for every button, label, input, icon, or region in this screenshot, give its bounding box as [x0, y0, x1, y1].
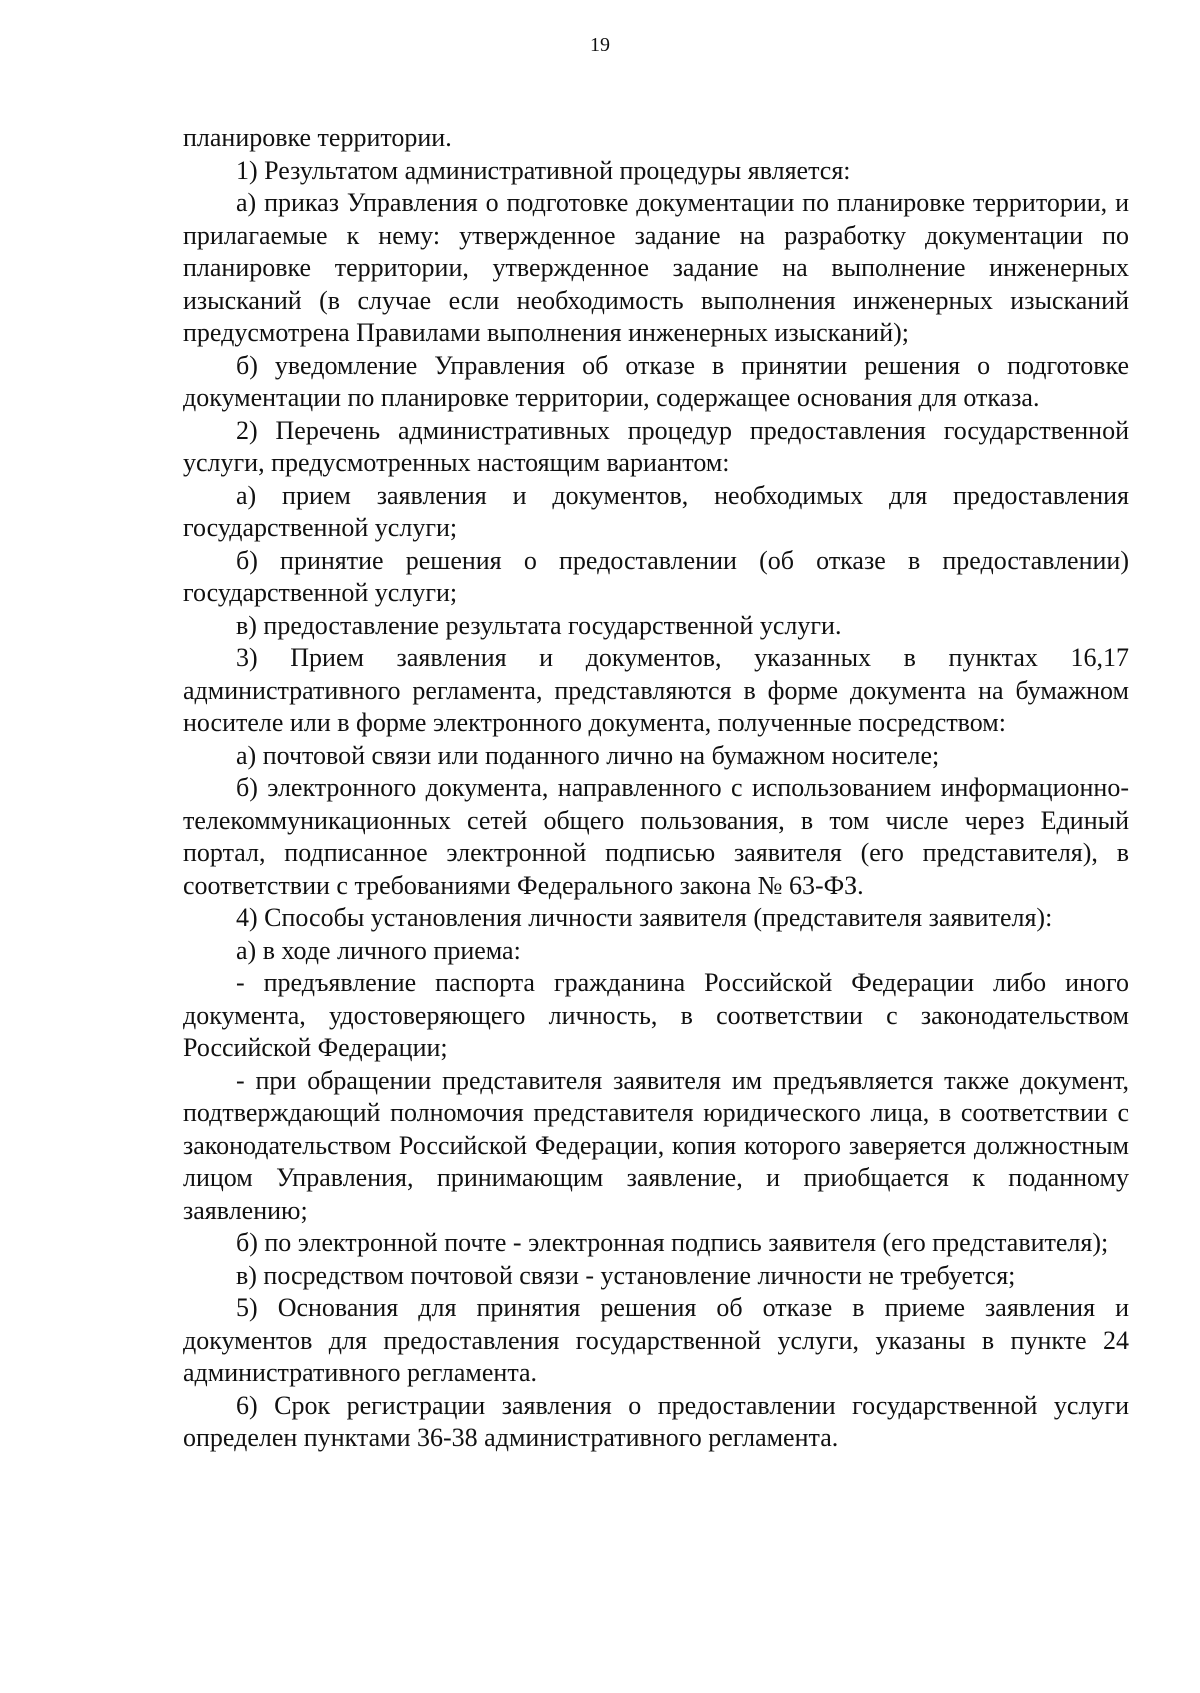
paragraph-4a: а) в ходе личного приема: [236, 935, 521, 965]
paragraph-6-registration: 6) Срок регистрации заявления о предоставлении государственной услуги определен пунктами 36-38 административного регламента. [183, 1390, 1129, 1452]
paragraph-2c: в) предоставление результата государственной услуги. [236, 610, 842, 640]
paragraph-4c: в) посредством почтовой связи - установление личности не требуется; [236, 1260, 1016, 1290]
paragraph-2-list: 2) Перечень административных процедур предоставления государственной услуги, предусмотренных настоящим вариантом: [183, 415, 1129, 477]
paragraph-2b: б) принятие решения о предоставлении (об отказе в предоставлении) государственной услуги; [183, 545, 1129, 607]
paragraph-continuation: планировке территории. [183, 123, 452, 152]
paragraph-3-intake: 3) Прием заявления и документов, указанных в пунктах 16,17 административного регламента, представляются в форме документа на бумажном носителе или в форме электронного документа, полученные посредством: [183, 643, 1129, 737]
paragraph-4a-dash-2: - при обращении представителя заявителя им предъявляется также документ, подтверждающий полномочия представителя юридического лица, в соответствии с законодательством Российской Федерации, копия которого заверяется должностным лицом Управления, принимающим заявление, и приобщается к поданному заявлению; [183, 1065, 1129, 1225]
paragraph-3a: а) почтовой связи или поданного лично на бумажном носителе; [236, 740, 940, 770]
paragraph-2a: а) прием заявления и документов, необходимых для предоставления государственной услуги; [183, 480, 1129, 542]
paragraph-1-result: 1) Результатом административной процедуры является: [236, 155, 851, 185]
paragraph-1a: а) приказ Управления о подготовке документации по планировке территории, и прилагаемые к нему: утвержденное задание на разработку документации по планировке территории, утвержденное задание на выполнение инженерных изысканий (в случае если необходимость выполнения инженерных изысканий предусмотрена Правилами выполнения инженерных изысканий); [183, 188, 1129, 347]
paragraph-1b: б) уведомление Управления об отказе в принятии решения о подготовке документации по планировке территории, содержащее основания для отказа. [183, 350, 1129, 412]
paragraph-4b: б) по электронной почте - электронная подпись заявителя (его представителя); [236, 1228, 1109, 1257]
paragraph-5-refusal: 5) Основания для принятия решения об отказе в приеме заявления и документов для предоставления государственной услуги, указаны в пункте 24 административного регламента. [183, 1293, 1129, 1387]
document-body [183, 122, 1129, 1455]
paragraph-4a-dash-1: - предъявление паспорта гражданина Российской Федерации либо иного документа, удостоверяющего личность, в соответствии с законодательством Российской Федерации; [183, 968, 1129, 1062]
paragraph-3b: б) электронного документа, направленного с использованием информационно-телекоммуникационных сетей общего пользования, в том числе через Единый портал, подписанное электронной подписью заявителя (его представителя), в соответствии с требованиями Федерального закона № 63-ФЗ. [183, 773, 1129, 900]
page-number: 19 [590, 34, 610, 56]
paragraph-4-identity: 4) Способы установления личности заявителя (представителя заявителя): [236, 903, 1053, 932]
